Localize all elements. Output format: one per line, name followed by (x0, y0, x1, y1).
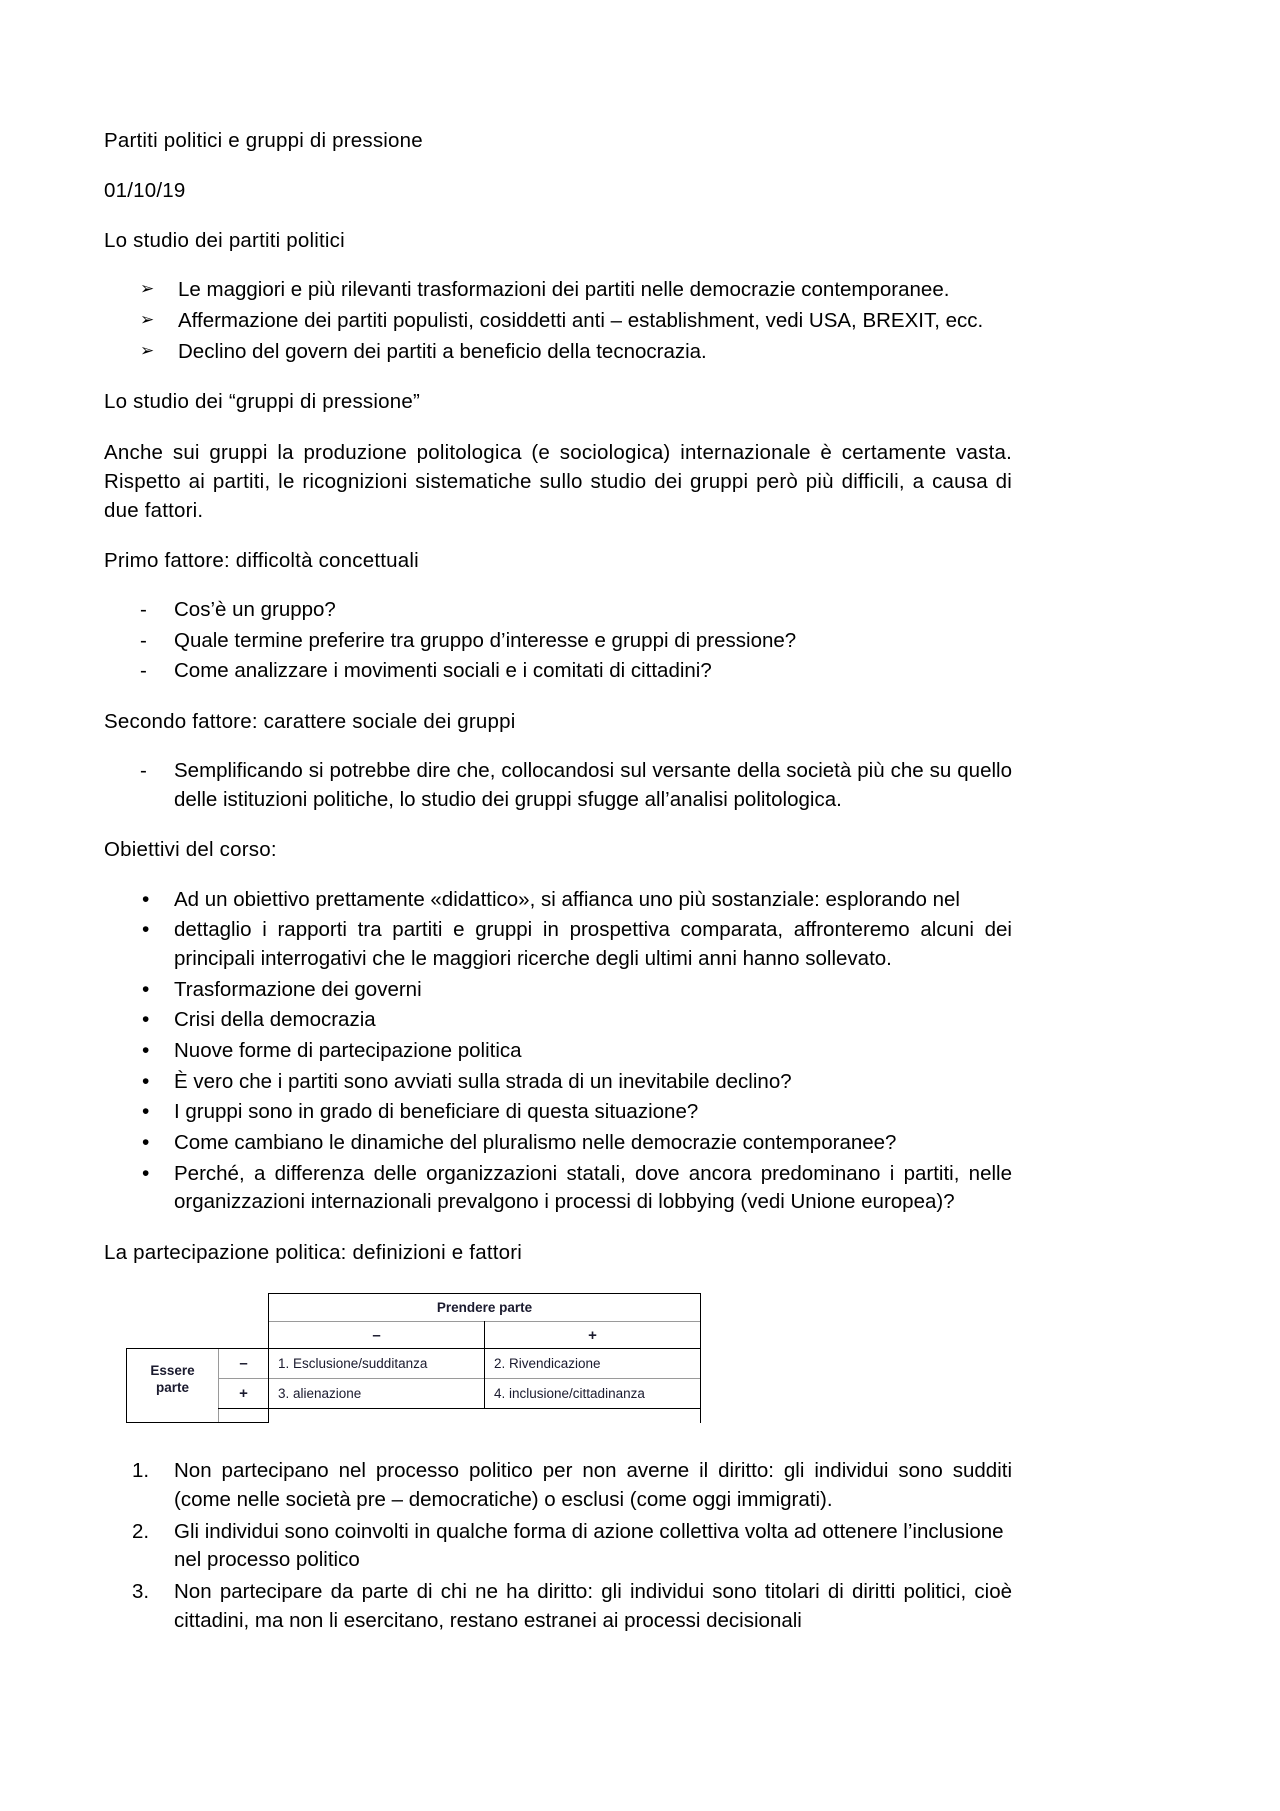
list-item-label: Come cambiano le dinamiche del pluralismo nelle democrazie contemporanee? (174, 1131, 897, 1155)
disc-bullet-icon: • (142, 1161, 150, 1185)
disc-bullet-icon: • (142, 1131, 150, 1155)
table-spacer-cell (127, 1322, 219, 1349)
heading-study-groups: Lo studio dei “gruppi di pressione” (104, 390, 420, 414)
list-item (104, 1518, 1012, 1575)
list-item-label: Declino del govern dei partiti a beneficio della tecnocrazia. (178, 339, 707, 363)
row-group-header-line2: parte (155, 1380, 189, 1396)
matrix-cell-4: 4. inclusione/cittadinanza (485, 1379, 701, 1409)
matrix-cell-3: 3. alienazione (269, 1379, 485, 1409)
table-row-column-signs (127, 1322, 701, 1349)
column-sign-plus: + (485, 1322, 701, 1349)
disc-bullet-icon: • (142, 1008, 150, 1032)
list-second-factor (104, 757, 1012, 814)
list-item (104, 886, 1012, 915)
dash-bullet-icon: - (140, 759, 147, 783)
list-item (104, 1457, 1012, 1514)
list-item (104, 276, 1012, 305)
document-date: 01/10/19 (104, 179, 186, 203)
row-group-footer-cell (127, 1409, 219, 1423)
list-item-label: Non partecipano nel processo politico per non averne il diritto: gli individui sono sudditi (come nelle società pre – democratiche) o esclusi (come oggi immigrati). (174, 1459, 1012, 1511)
list-item (104, 657, 1012, 686)
list-item (104, 1068, 1012, 1097)
table-row-bottom-edge (127, 1409, 701, 1423)
disc-bullet-icon: • (142, 887, 150, 911)
list-number: 3. (132, 1580, 150, 1604)
list-item (104, 1037, 1012, 1066)
arrow-bullet-icon: ➢ (140, 310, 155, 331)
list-item-label: Ad un obiettivo prettamente «didattico», si affianca uno più sostanziale: esplorando nel (174, 887, 960, 911)
list-item-label: Come analizzare i movimenti sociali e i comitati di cittadini? (174, 659, 712, 683)
document-title: Partiti politici e gruppi di pressione (104, 129, 423, 152)
table-edge-cell (269, 1409, 485, 1423)
heading-objectives: Obiettivi del corso: (104, 838, 277, 862)
list-study-parties (104, 276, 1012, 366)
dash-bullet-icon: - (140, 628, 147, 652)
heading-first-factor: Primo fattore: difficoltà concettuali (104, 548, 419, 572)
row-group-header (127, 1349, 219, 1409)
list-item (104, 916, 1012, 973)
list-item-label: Quale termine preferire tra gruppo d’interesse e gruppi di pressione? (174, 628, 797, 652)
list-item-label: È vero che i partiti sono avviati sulla strada di un inevitabile declino? (174, 1069, 792, 1093)
row-sign-plus: + (219, 1379, 269, 1409)
table-spacer-cell (127, 1294, 219, 1322)
dash-bullet-icon: - (140, 597, 147, 621)
list-item (104, 1006, 1012, 1035)
heading-second-factor: Secondo fattore: carattere sociale dei gruppi (104, 710, 516, 733)
table-row-column-group-header (127, 1294, 701, 1322)
row-group-header-line1: Essere (150, 1362, 195, 1378)
list-objectives (104, 886, 1012, 1218)
list-item (104, 1578, 1012, 1635)
participation-matrix-figure (104, 1293, 1012, 1423)
column-sign-minus: – (269, 1322, 485, 1349)
list-item (104, 338, 1012, 367)
document-content (104, 126, 1012, 1656)
disc-bullet-icon: • (142, 1069, 150, 1093)
list-item-label: Perché, a differenza delle organizzazioni statali, dove ancora predominano i partiti, nelle organizzazioni internazionali prevalgono i processi di lobbying (vedi Unione europea)? (174, 1161, 1012, 1214)
list-item-label: Trasformazione dei governi (174, 977, 422, 1001)
list-number: 1. (132, 1459, 150, 1483)
list-item-label: Gli individui sono coinvolti in qualche forma di azione collettiva volta ad ottenere l’inclusione nel processo politico (174, 1519, 1004, 1572)
list-item (104, 627, 1012, 656)
table-edge-cell (219, 1409, 269, 1423)
heading-study-parties: Lo studio dei partiti politici (104, 229, 345, 253)
list-item-label: Le maggiori e più rilevanti trasformazioni dei partiti nelle democrazie contemporanee. (178, 278, 950, 302)
list-item-label: Nuove forme di partecipazione politica (174, 1039, 522, 1063)
disc-bullet-icon: • (142, 977, 150, 1001)
list-item (104, 1160, 1012, 1217)
list-item (104, 976, 1012, 1005)
arrow-bullet-icon: ➢ (140, 340, 155, 361)
disc-bullet-icon: • (142, 1039, 150, 1063)
list-item-label: Non partecipare da parte di chi ne ha diritto: gli individui sono titolari di diritti politici, cioè cittadini, ma non li esercitano, restano estranei ai processi decisionali (174, 1580, 1012, 1632)
list-participation-definitions (104, 1457, 1012, 1635)
row-sign-minus: – (219, 1349, 269, 1379)
list-item (104, 596, 1012, 625)
list-item (104, 757, 1012, 814)
list-item (104, 307, 1012, 336)
matrix-cell-2: 2. Rivendicazione (485, 1349, 701, 1379)
list-item-label: Semplificando si potrebbe dire che, collocandosi sul versante della società più che su quello delle istituzioni politiche, lo studio dei gruppi sfugge all’analisi politologica. (174, 759, 1012, 811)
list-first-factor (104, 596, 1012, 686)
table-spacer-cell (219, 1322, 269, 1349)
matrix-cell-1: 1. Esclusione/sudditanza (269, 1349, 485, 1379)
list-item-label: Crisi della democrazia (174, 1008, 376, 1032)
dash-bullet-icon: - (140, 659, 147, 683)
list-item (104, 1129, 1012, 1158)
disc-bullet-icon: • (142, 1100, 150, 1124)
table-row-minus (127, 1349, 701, 1379)
arrow-bullet-icon: ➢ (140, 279, 155, 300)
list-item-label: Affermazione dei partiti populisti, cosiddetti anti – establishment, vedi USA, BREXIT, ecc. (178, 309, 984, 333)
table-edge-cell (485, 1409, 701, 1423)
participation-matrix-table (126, 1293, 701, 1423)
list-item-label: dettaglio i rapporti tra partiti e gruppi in prospettiva comparata, affronteremo alcuni dei principali interrogativi che le maggiori ricerche degli ultimi anni hanno sollevato. (174, 918, 1012, 970)
table-spacer-cell (219, 1294, 269, 1322)
column-group-header: Prendere parte (269, 1294, 701, 1322)
paragraph-study-groups: Anche sui gruppi la produzione politologica (e sociologica) internazionale è certamente vasta. Rispetto ai partiti, le ricognizioni sistematiche sullo studio dei gruppi però più difficili, a causa di due fattori. (104, 440, 1012, 522)
disc-bullet-icon: • (142, 918, 150, 942)
list-item-label: Cos’è un gruppo? (174, 597, 336, 621)
list-item (104, 1098, 1012, 1127)
list-number: 2. (132, 1519, 150, 1543)
heading-participation: La partecipazione politica: definizioni e fattori (104, 1241, 523, 1265)
list-item-label: I gruppi sono in grado di beneficiare di questa situazione? (174, 1100, 699, 1124)
